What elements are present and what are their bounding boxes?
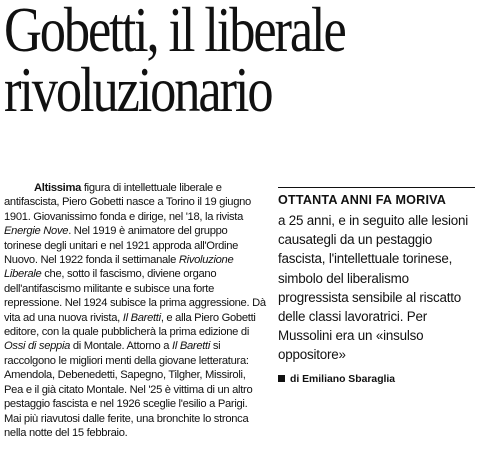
body-text-3: che, sotto il fascismo, diviene organo dell'antifascismo militante e subisce una forte repressione. Nel 1924 subisce la prima aggressione. Dà vita ad una nuova rivista,	[4, 268, 266, 324]
headline-line-1: Gobetti, il liberale	[4, 0, 345, 65]
sidebar-rule	[278, 187, 475, 188]
body-text-4: , e alla Piero Gobetti editore, con la quale pubblicherà la prima edizione di	[4, 311, 256, 339]
body-text-2: . Nel 1919 è animatore del gruppo torinese degli unitari e nel 1921 approda all'Ordine Nuovo. Nel 1922 fonda il settimanale	[4, 225, 239, 267]
summary: a 25 anni, e in seguito alle lesioni causategli da un pestaggio fascista, l'intellettuale torinese, simbolo del liberalismo progressista sensibile al riscatto delle classi lavoratrici. Per Mussolini era un «insulso oppositore»	[278, 213, 469, 363]
article-body	[4, 181, 266, 440]
kicker: OTTANTA ANNI FA MORIVA	[278, 193, 447, 207]
byline	[278, 374, 475, 385]
headline	[4, 0, 391, 125]
byline-text: di Emiliano Sbaraglia	[290, 373, 396, 385]
title-energie-nove: Energie Nove	[4, 225, 69, 238]
body-text-6: si raccolgono le migliori menti della giovane letteratura: Amendola, Debenedetti, Sapegno, Tilgher, Missiroli, Pea e il già citato Montale. Nel '25 è vittima di un altro pestaggio fascista e nel 1926 sceglie l'esilio a Parigi. Mai più riavutosi dalle ferite, una bronchite lo stronca nella notte del 15 febbraio.	[4, 340, 253, 439]
title-rivoluzione-liberale: Rivoluzione Liberale	[4, 254, 234, 281]
square-bullet-icon	[278, 375, 285, 382]
sidebar	[278, 187, 475, 385]
headline-line-2: rivoluzionario	[4, 54, 272, 125]
title-ossi-di-seppia: Ossi di seppia	[4, 340, 71, 353]
title-il-baretti-2: Il Baretti	[172, 340, 211, 353]
lead-word: Altissima	[34, 182, 82, 194]
body-text-1: figura di intellettuale liberale e antifascista, Piero Gobetti nasce a Torino il 19 giugno 1901. Giovanissimo fonda e dirige, nel '18, la rivista	[4, 182, 251, 223]
title-il-baretti: Il Baretti	[122, 311, 161, 324]
body-text-5: di Montale. Attorno a	[70, 340, 173, 353]
